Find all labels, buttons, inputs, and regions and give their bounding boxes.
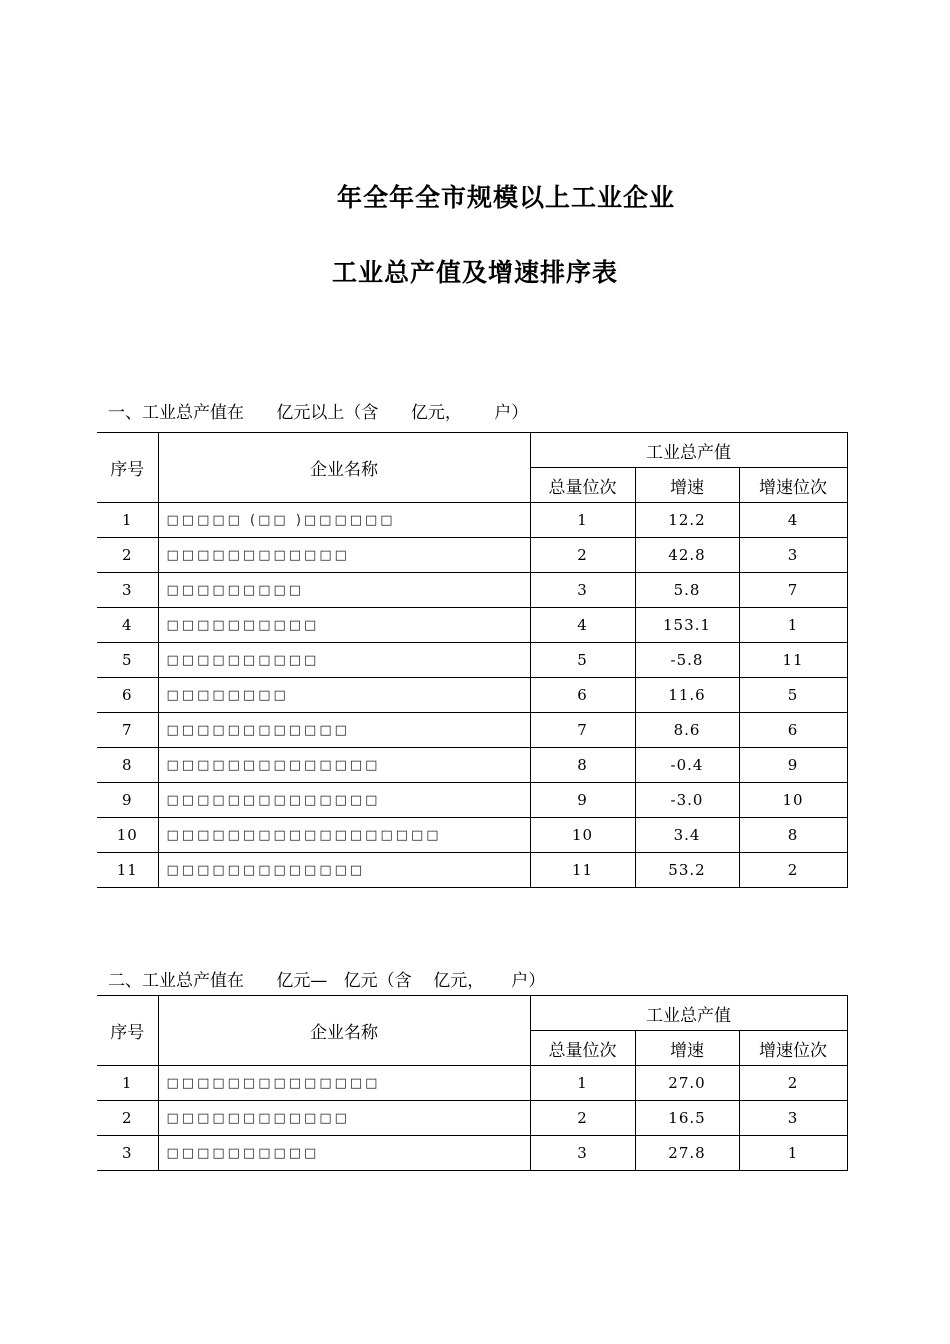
- header-name: 企业名称: [158, 433, 530, 503]
- table-row: [97, 853, 847, 888]
- table-row: [97, 818, 847, 853]
- output-rank: 7: [530, 713, 635, 748]
- growth-rank: 11: [739, 643, 847, 678]
- table-row: [97, 678, 847, 713]
- growth-rank: 8: [739, 818, 847, 853]
- growth-rank: 9: [739, 748, 847, 783]
- growth-value: 27.0: [635, 1066, 739, 1101]
- row-seq: 8: [97, 748, 158, 783]
- table-row: [97, 748, 847, 783]
- output-rank: 11: [530, 853, 635, 888]
- growth-value: 12.2: [635, 503, 739, 538]
- output-rank: 8: [530, 748, 635, 783]
- table-row: [97, 783, 847, 818]
- growth-value: 42.8: [635, 538, 739, 573]
- growth-value: 27.8: [635, 1136, 739, 1171]
- row-seq: 10: [97, 818, 158, 853]
- company-name: □□□□□□□□: [158, 678, 530, 713]
- table-row: [97, 713, 847, 748]
- table-row: [97, 573, 847, 608]
- header-seq: 序号: [97, 433, 158, 503]
- section-heading-2: 二、工业总产值在 亿元— 亿元（含 亿元， 户）: [108, 971, 546, 991]
- row-seq: 3: [97, 1136, 158, 1171]
- output-rank: 1: [530, 1066, 635, 1101]
- company-name: □□□□□□□□□□: [158, 643, 530, 678]
- row-seq: 1: [97, 503, 158, 538]
- row-seq: 9: [97, 783, 158, 818]
- row-seq: 11: [97, 853, 158, 888]
- growth-value: 16.5: [635, 1101, 739, 1136]
- table-row: [97, 538, 847, 573]
- company-name: □□□□□□□□□□□□: [158, 538, 530, 573]
- output-rank: 9: [530, 783, 635, 818]
- row-seq: 3: [97, 573, 158, 608]
- company-name: □□□□□□□□□□: [158, 1136, 530, 1171]
- growth-value: -3.0: [635, 783, 739, 818]
- output-rank: 3: [530, 1136, 635, 1171]
- company-name: □□□□□□□□□□□□□□□□□□: [158, 818, 530, 853]
- row-seq: 4: [97, 608, 158, 643]
- row-seq: 7: [97, 713, 158, 748]
- growth-rank: 3: [739, 538, 847, 573]
- growth-value: 8.6: [635, 713, 739, 748]
- table-body-2: [97, 1066, 847, 1171]
- row-seq: 6: [97, 678, 158, 713]
- header-rank: 总量位次: [530, 1031, 635, 1066]
- growth-rank: 1: [739, 608, 847, 643]
- growth-rank: 2: [739, 853, 847, 888]
- header-output-group: 工业总产值: [530, 996, 847, 1031]
- growth-rank: 3: [739, 1101, 847, 1136]
- output-rank: 6: [530, 678, 635, 713]
- growth-value: 5.8: [635, 573, 739, 608]
- output-rank: 3: [530, 573, 635, 608]
- page-title-line2: 工业总产值及增速排序表: [331, 258, 618, 287]
- header-growth: 增速: [635, 468, 739, 503]
- growth-rank: 7: [739, 573, 847, 608]
- row-seq: 2: [97, 1101, 158, 1136]
- output-rank: 4: [530, 608, 635, 643]
- growth-rank: 6: [739, 713, 847, 748]
- growth-rank: 10: [739, 783, 847, 818]
- company-name: □□□□□□□□□□: [158, 608, 530, 643]
- growth-value: 11.6: [635, 678, 739, 713]
- table-row: [97, 1101, 847, 1136]
- company-name: □□□□□□□□□□□□□: [158, 853, 530, 888]
- growth-value: 53.2: [635, 853, 739, 888]
- header-output-group: 工业总产值: [530, 433, 847, 468]
- row-seq: 2: [97, 538, 158, 573]
- table-row: [97, 643, 847, 678]
- company-name: □□□□□□□□□□□□: [158, 713, 530, 748]
- company-name: □□□□□□□□□□□□: [158, 1101, 530, 1136]
- section-heading-1: 一、工业总产值在 亿元以上（含 亿元， 户）: [108, 403, 529, 423]
- row-seq: 1: [97, 1066, 158, 1101]
- ranking-table-1: [97, 432, 848, 888]
- growth-value: -5.8: [635, 643, 739, 678]
- output-rank: 5: [530, 643, 635, 678]
- header-growth-rank: 增速位次: [739, 1031, 847, 1066]
- header-rank: 总量位次: [530, 468, 635, 503]
- growth-rank: 2: [739, 1066, 847, 1101]
- output-rank: 2: [530, 1101, 635, 1136]
- company-name: □□□□□□□□□: [158, 573, 530, 608]
- company-name: □□□□□□□□□□□□□□: [158, 748, 530, 783]
- company-name: □□□□□ (□□ )□□□□□□: [158, 503, 530, 538]
- header-growth: 增速: [635, 1031, 739, 1066]
- table-row: [97, 1066, 847, 1101]
- table-row: [97, 503, 847, 538]
- page-title-line1: 年全年全市规模以上工业企业: [336, 183, 675, 212]
- growth-rank: 1: [739, 1136, 847, 1171]
- growth-value: 3.4: [635, 818, 739, 853]
- header-growth-rank: 增速位次: [739, 468, 847, 503]
- company-name: □□□□□□□□□□□□□□: [158, 783, 530, 818]
- header-name: 企业名称: [158, 996, 530, 1066]
- header-seq: 序号: [97, 996, 158, 1066]
- output-rank: 2: [530, 538, 635, 573]
- table-body-1: [97, 503, 847, 888]
- output-rank: 10: [530, 818, 635, 853]
- row-seq: 5: [97, 643, 158, 678]
- ranking-table-2: [97, 995, 848, 1171]
- table-row: [97, 1136, 847, 1171]
- growth-rank: 5: [739, 678, 847, 713]
- growth-rank: 4: [739, 503, 847, 538]
- table-row: [97, 608, 847, 643]
- growth-value: -0.4: [635, 748, 739, 783]
- output-rank: 1: [530, 503, 635, 538]
- growth-value: 153.1: [635, 608, 739, 643]
- company-name: □□□□□□□□□□□□□□: [158, 1066, 530, 1101]
